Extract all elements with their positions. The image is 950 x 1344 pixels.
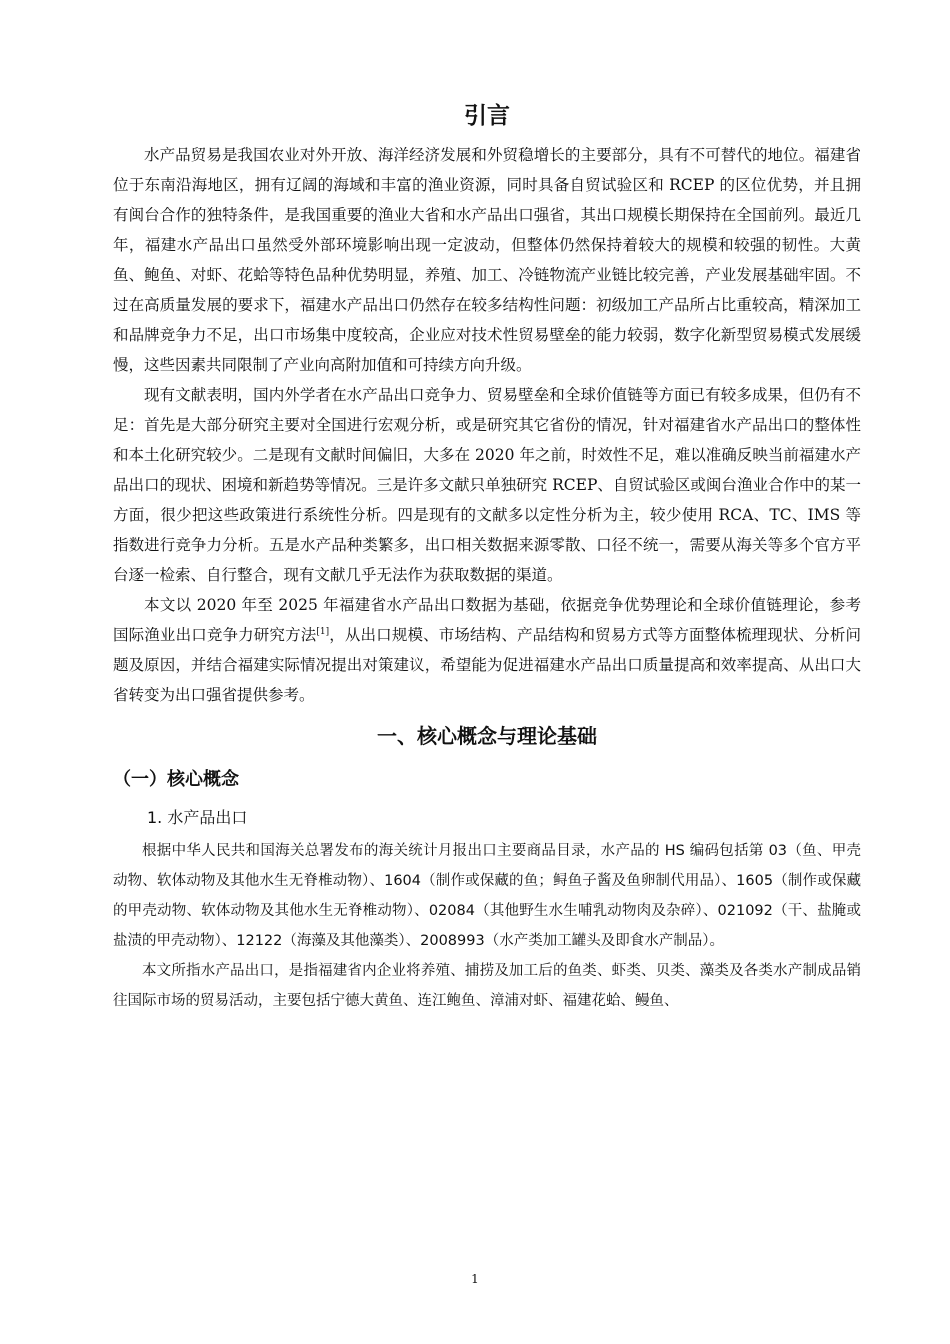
intro-paragraph-2: 现有文献表明，国内外学者在水产品出口竞争力、贸易壁垒和全球价值链等方面已有较多成果，但仍有不足：首先是大部分研究主要对全国进行宏观分析，或是研究其它省份的情况，针对福建省水产品出口的整体性和本土化研究较少。二是现有文献时间偏旧，大多在 2020 年之前，时效性不足，难以准确反映当前福建水产品出口的现状、困境和新趋势等情况。三是许多文献只单独研究 RCEP、自贸试验区或闽台渔业合作中的某一方面，很少把这些政策进行系统性分析。四是现有的文献多以定性分析为主，较少使用 RCA、TC、IMS 等指数进行竞争力分析。五是水产品种类繁多，出口相关数据来源零散、口径不统一，需要从海关等多个官方平台逐一检索、自行整合，现有文献几乎无法作为获取数据的渠道。 (113, 386, 861, 584)
citation-reference: [1] (316, 626, 330, 637)
intro-paragraph-1: 水产品贸易是我国农业对外开放、海洋经济发展和外贸稳增长的主要部分，具有不可替代的地位。福建省位于东南沿海地区，拥有辽阔的海域和丰富的渔业资源，同时具备自贸试验区和 RCEP 的区位优势，并且拥有闽台合作的独特条件，是我国重要的渔业大省和水产品出口强省，其出口规模长期保持在全国前列。最近几年，福建水产品出口虽然受外部环境影响出现一定波动，但整体仍然保持着较大的规模和较强的韧性。大黄鱼、鲍鱼、对虾、花蛤等特色品种优势明显，养殖、加工、冷链物流产业链比较完善，产业发展基础牢固。不过在高质量发展的要求下，福建水产品出口仍然存在较多结构性问题：初级加工产品所占比重较高，精深加工和品牌竞争力不足，出口市场集中度较高，企业应对技术性贸易壁垒的能力较弱，数字化新型贸易模式发展缓慢，这些因素共同限制了产业向高附加值和可持续方向升级。 (113, 146, 861, 374)
intro-paragraph-3 (113, 590, 861, 710)
page-content (113, 96, 861, 1016)
intro-paragraph-3-text-a: 本文以 2020 年至 2025 年福建省水产品出口数据为基础，依据竞争优势理论和全球价值链理论，参考国际渔业出口竞争力研究方法 (113, 596, 861, 644)
page-title: 引言 (464, 103, 510, 129)
section-heading: 一、核心概念与理论基础 (377, 724, 597, 748)
page-number: 1 (471, 1272, 479, 1286)
subsection-heading: （一）核心概念 (113, 769, 239, 790)
item-paragraph-2: 本文所指水产品出口，是指福建省内企业将养殖、捕捞及加工后的鱼类、虾类、贝类、藻类及各类水产制成品销往国际市场的贸易活动，主要包括宁德大黄鱼、连江鲍鱼、漳浦对虾、福建花蛤、鳗鱼、 (113, 963, 861, 1009)
item-heading: 1. 水产品出口 (147, 808, 248, 827)
item-paragraph-1: 根据中华人民共和国海关总署发布的海关统计月报出口主要商品目录，水产品的 HS 编码包括第 03（鱼、甲壳动物、软体动物及其他水生无脊椎动物）、1604（制作或保藏的鱼；鲟鱼子酱及鱼卵制代用品）、1605（制作或保藏的甲壳动物、软体动物及其他水生无脊椎动物）、02084（其他野生水生哺乳动物肉及杂碎）、021092（干、盐腌或盐渍的甲壳动物）、12122（海藻及其他藻类）、2008993（水产类加工罐头及即食水产制品）。 (113, 843, 861, 949)
intro-paragraph-3-text-b: ，从出口规模、市场结构、产品结构和贸易方式等方面整体梳理现状、分析问题及原因，并结合福建实际情况提出对策建议，希望能为促进福建水产品出口质量提高和效率提高、从出口大省转变为出口强省提供参考。 (113, 626, 861, 704)
